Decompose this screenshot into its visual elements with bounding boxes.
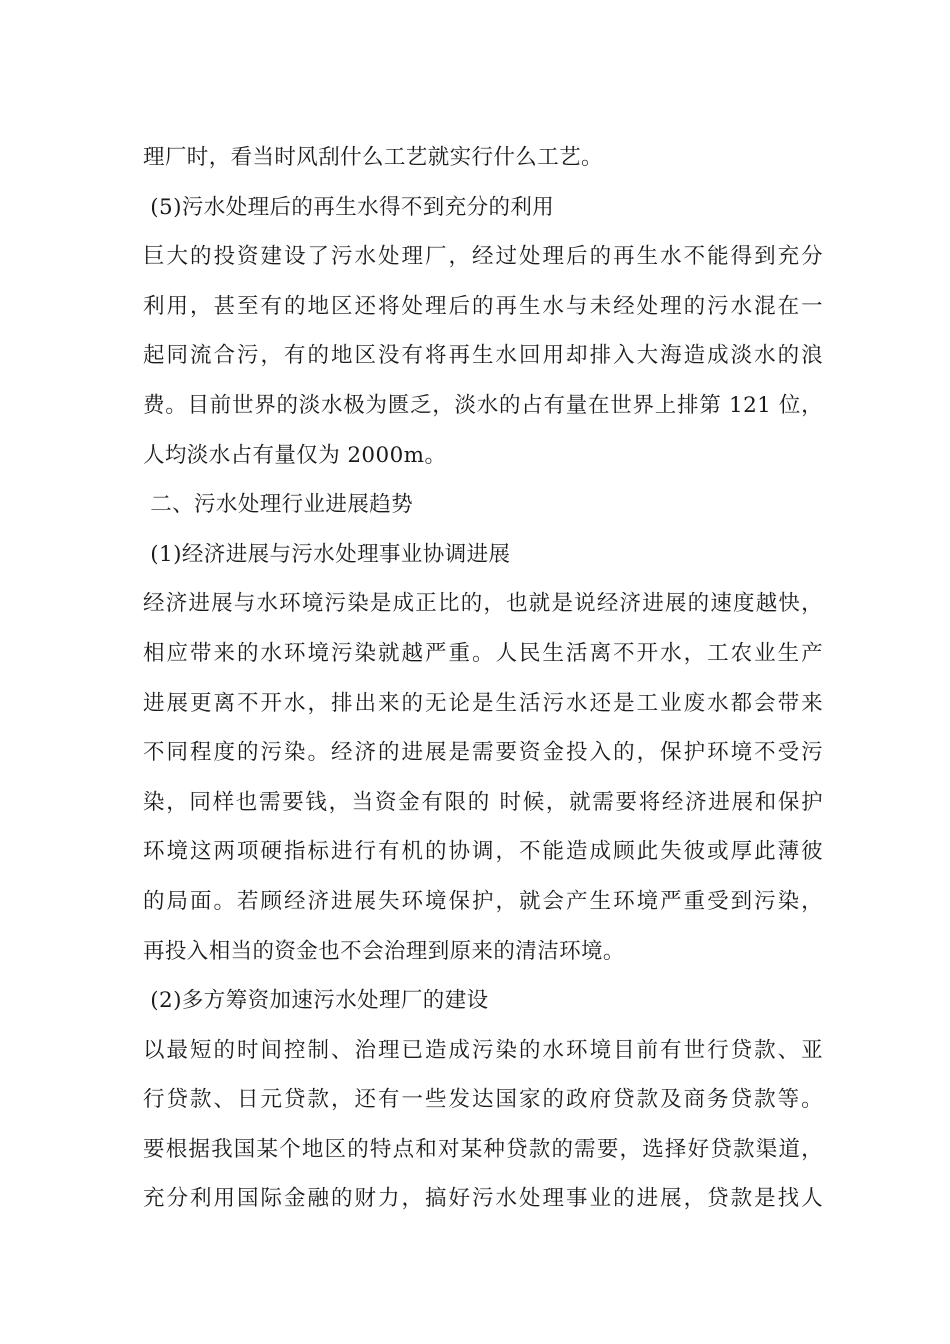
text-line: 人均淡水占有量仅为 2000m。 xyxy=(143,442,447,468)
section-heading: (2)多方筹资加速污水处理厂的建设 xyxy=(143,988,489,1014)
text-line: 再投入相当的资金也不会治理到原来的清洁环境。 xyxy=(143,938,625,964)
text-line: 起同流合污，有的地区没有将再生水回用却排入大海造成淡水的浪 xyxy=(143,343,823,369)
text-line: 以最短的时间控制、治理已造成污染的水环境目前有世行贷款、亚 xyxy=(143,1037,823,1063)
text-line: 染，同样也需要钱，当资金有限的 时候，就需要将经济进展和保护 xyxy=(143,789,823,815)
section-heading: 二、污水处理行业进展趋势 xyxy=(143,492,414,518)
text-line: 进展更离不开水，排出来的无论是生活污水还是工业废水都会带来 xyxy=(143,690,823,716)
text-line: 充分利用国际金融的财力，搞好污水处理事业的进展，贷款是找人 xyxy=(143,1186,823,1212)
text-line: 要根据我国某个地区的特点和对某种贷款的需要，选择好贷款渠道， xyxy=(143,1136,823,1162)
document-body xyxy=(143,133,823,1224)
text-line: 经济进展与水环境污染是成正比的，也就是说经济进展的速度越快， xyxy=(143,591,823,617)
text-line: 费。目前世界的淡水极为匮乏，淡水的占有量在世界上排第 121 位， xyxy=(143,392,823,418)
text-line: 行贷款、日元贷款，还有一些发达国家的政府贷款及商务贷款等。 xyxy=(143,1087,823,1113)
text-line: 巨大的投资建设了污水处理厂，经过处理后的再生水不能得到充分 xyxy=(143,244,823,270)
text-line: 不同程度的污染。经济的进展是需要资金投入的，保护环境不受污 xyxy=(143,740,823,766)
text-line: 利用，甚至有的地区还将处理后的再生水与未经处理的污水混在一 xyxy=(143,293,823,319)
section-heading: (1)经济进展与污水处理事业协调进展 xyxy=(143,541,511,567)
text-line: 相应带来的水环境污染就越严重。人民生活离不开水，工农业生产 xyxy=(143,640,823,666)
text-line: 环境这两项硬指标进行有机的协调，不能造成顾此失彼或厚此薄彼 xyxy=(143,839,823,865)
section-heading: (5)污水处理后的再生水得不到充分的利用 xyxy=(143,194,555,220)
text-line: 的局面。若顾经济进展失环境保护，就会产生环境严重受到污染， xyxy=(143,888,823,914)
text-line: 理厂时，看当时风刮什么工艺就实行什么工艺。 xyxy=(143,145,603,170)
